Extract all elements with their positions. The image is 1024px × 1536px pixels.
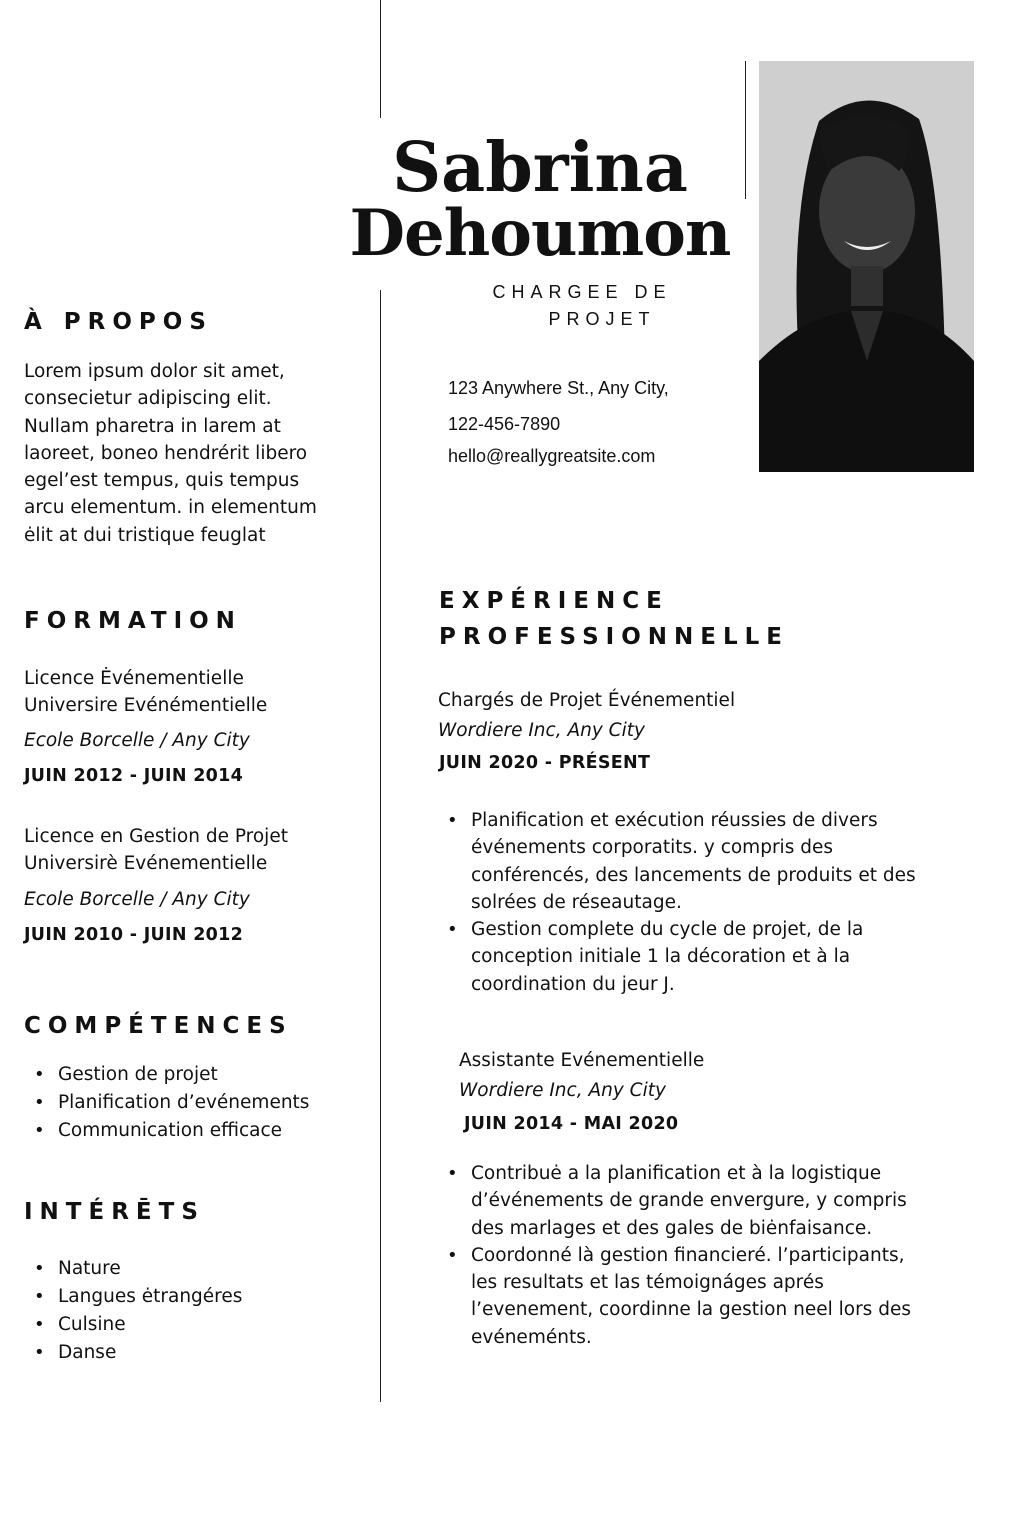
experience-heading-line2: PROFESSIONNELLE [439,624,789,650]
list-item: • Langues ėtrangéres [24,1283,242,1311]
about-line: Lorem ipsum dolor sit amet, [24,361,285,382]
profile-photo [759,61,974,472]
list-item [439,1160,959,1242]
about-line: laoreet, boneo hendrérit libero [24,442,308,464]
formation-2-school: Ecole Borcelle / Any City [24,889,250,910]
about-line: arcu elementum. in elementum [24,497,317,519]
list-item: • Gestion de projet [24,1061,309,1089]
bullet-line: coordination du jeur J. [471,973,675,995]
list-item [439,1242,959,1351]
formation-1-dates: JUIN 2012 - JUIN 2014 [24,766,244,786]
first-name: Sabrina [392,128,688,208]
about-line: Nullam pharetra in larem at [24,415,281,437]
about-line: consecietur adipiscing elit. [24,388,272,410]
bullet-line: des marlages et des gales de biėnfaisance. [471,1217,873,1239]
bullet-line: • Planification et exécution réussies de divers [471,810,878,831]
interests-heading: INTÉRĒTS [24,1199,205,1225]
bullet-line: • Contribuė a la planification et à la logistique [471,1163,882,1184]
bullet-line: conférencés, des lancements de produits et des [471,864,916,886]
job-1-bullets [439,807,959,998]
job-1-company: Wordiere Inc, Any City [438,720,645,741]
bullet-line: • Gestion complete du cycle de projet, de la [471,919,864,941]
bullet-line: solrées de réseautage. [471,891,682,913]
formation-1-school: Ecole Borcelle / Any City [24,730,250,751]
formation-1-title: Licence Ėvénementielle [24,668,244,689]
contact-phone: 122-456-7890 [448,414,561,434]
bullet-line: l’evenement, coordinne la gestion neel lors des [471,1299,911,1321]
job-2-bullets [439,1160,959,1351]
bullet-line: les resultats et las témoignáges aprés [471,1272,824,1294]
job-2-title: Assistante Evénementielle [459,1050,705,1071]
formation-2-dates: JUIN 2010 - JUIN 2012 [24,925,244,945]
list-item: • Communication efficace [24,1117,309,1145]
job-2-dates: JUIN 2014 - MAI 2020 [464,1114,679,1134]
center-divider-top [380,0,381,118]
contact-address: 123 Anywhere St., Any City, [448,378,669,398]
list-item [439,807,959,916]
about-text [24,358,354,549]
formation-2-subtitle: Universirè Evénementielle [24,853,268,874]
bullet-line: evéneménts. [471,1326,592,1348]
job-1-title: Chargés de Projet Événementiel [438,690,736,711]
bullet-line: conception initiale 1 la décoration et à la [471,946,851,968]
bullet-line: d’événements de grande envergure, y compris [471,1190,907,1212]
skills-heading: COMPÉTENCES [24,1013,293,1039]
interests-list [24,1255,242,1367]
job-1-dates: JUIN 2020 - PRÉSENT [439,753,651,773]
center-divider-bottom [380,290,381,1402]
list-item: • Planification d’evénements [24,1089,309,1117]
list-item: • Nature [24,1255,242,1283]
formation-2-title: Licence en Gestion de Projet [24,826,288,847]
experience-heading-line1: EXPÉRIENCE [439,588,669,614]
contact-email: hello@reallygreatsite.com [448,446,656,466]
list-item: • Culsine [24,1311,242,1339]
job-2-company: Wordiere Inc, Any City [459,1080,666,1101]
job-title-line1: CHARGEE DE [492,282,672,302]
formation-1-subtitle: Universire Evénémentielle [24,695,268,716]
about-heading: À PROPOS [24,309,213,335]
bullet-line: • Coordonné là gestion financieré. l’participants, [471,1244,905,1266]
skills-list [24,1061,309,1145]
job-title-line2: PROJET [548,309,656,329]
about-line: ėlit at dui tristique feuglat [24,524,266,546]
formation-heading: FORMATION [24,608,242,634]
last-name: Dehoumon [349,196,731,271]
about-line: egel’est tempus, quis tempus [24,470,300,492]
list-item [439,916,959,998]
bullet-line: événements corporatits. y compris des [471,837,833,859]
list-item: • Danse [24,1339,242,1367]
